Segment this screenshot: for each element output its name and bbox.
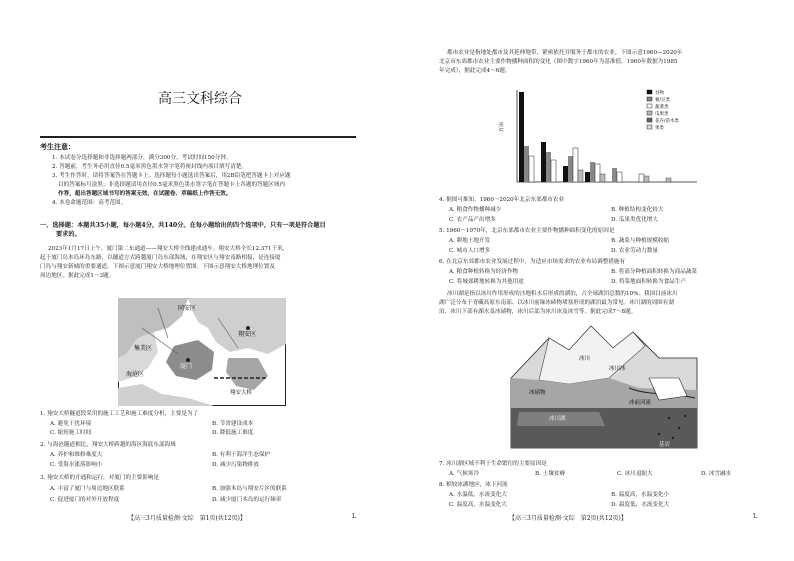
diagram-label-bedrock: 基岩 (659, 442, 671, 448)
section-heading: 一、选择题：本题共35小题，每小题4分，共140分。在每小题给出的四个选项中，只有一项是符合题目 (40, 222, 326, 229)
notice-line: 2. 答题前，考生务必用直径0.5毫米黑色墨水签字笔将密封线内项目填写清楚。 (52, 164, 248, 170)
map-label-haicang: 海沧区 (126, 371, 145, 378)
right-page (397, 0, 794, 561)
question-1: 1. 翔安大桥隧道段采用的施工工艺和施工难度分析，主要是为了 (40, 411, 199, 417)
question-3: 3. 翔安大桥的开通和运行，对厦门的主要影响是 (40, 475, 159, 481)
diagram-label-glacier: 冰川 (579, 356, 591, 362)
legend-label: 谷物 (655, 91, 664, 96)
notice-line: 目的答案标号涂黑；非选择题请用直径0.5毫米黑色墨水签字笔在答题卡上各题的答题区域内 (58, 182, 286, 188)
q1-option-b: B. 节省建设成本 (212, 421, 254, 427)
legend-label: 薯/豆类 (655, 98, 671, 103)
title-divider (40, 136, 356, 138)
q8-option-a: A. 水温低，水流变化大 (449, 492, 507, 498)
q8-option-c: C. 温度高，水温变化大 (449, 502, 507, 508)
q6-option-d: D. 将菜地面积转换为食品生产 (611, 279, 686, 285)
notice-line: 3. 考生作答时，请将答案答在答题卡上。选择题每小题选出答案后，用2B铅笔把答题卡上对应题 (52, 173, 291, 179)
q8-option-d: D. 温度低，水流变化大 (611, 502, 670, 508)
intro-line: 门岛与翔安新城的重要通道。下图示意厦门翔安大桥地理位置图。下图示意翔安大桥地理位置及 (40, 264, 275, 270)
q8-option-b: B. 温度高，水温变化小 (611, 492, 670, 498)
question-7: 7. 冰川湖区域不利于生命繁衍的主要原因是 (439, 461, 547, 467)
q7-option-c: C. 冰川退缩大 (617, 471, 653, 477)
q1-option-c: C. 缩短施工时间 (50, 430, 92, 436)
crop-area-chart (497, 86, 705, 190)
intro-line: 2023年1月17日上午，厦门第二东通道——翔安大桥全线建成通车。翔安大桥全长12.371千米， (48, 246, 289, 252)
question-6: 6. 在北京东郊都市农业发展过程中，为适应市场需求的农业布局调整措施有 (439, 259, 626, 265)
q1-option-a: A. 避免干扰环境 (50, 421, 92, 427)
legend-label: 花卉/苗木类 (655, 119, 680, 124)
q2-option-c: C. 受海水涨落影响小 (50, 462, 103, 468)
legend-label: 果类 (655, 126, 664, 131)
diagram-label-moraine: 冰碛物 (529, 390, 546, 396)
legend-label: 瓜果类 (655, 112, 669, 117)
map-label-xiangan: 翔安区 (238, 331, 257, 338)
diagram-label-ice: 冰川冰 (609, 366, 626, 372)
map-label-jimei: 集美区 (134, 345, 153, 352)
q4-option-b: B. 种植结构变化较大 (611, 207, 664, 213)
page-footer: 【高三3月质量检测·文综 第1页(共12页)】 (128, 515, 246, 522)
notice-line: 1. 本试卷分选择题和非选择题两部分，满分300分，考试时间150分钟。 (52, 155, 232, 161)
chart-ylabel: 万亩 (499, 121, 505, 132)
intro2-line: 湖广泛分布于青藏高原东南部、以冰川前缘冰碛物堵塞形成的湖泊最为常见。冰川湖的周围有湖 (439, 300, 674, 306)
footer-mark: L (753, 513, 757, 520)
q6-option-a: A. 粮食种植转换为经济作物 (449, 269, 519, 275)
q3-option-a: A. 丰富了厦门与周边地区联系 (50, 486, 125, 492)
intro2-line: 冰川湖是指以冰川作用形成的洼地积水后形成的湖泊，占全球湖泊总数的10%。我国目前冰川 (447, 291, 678, 297)
xiamen-map (118, 298, 286, 406)
notice-title: 考生注意： (40, 142, 75, 151)
q2-option-b: B. 有利于海洋生态保护 (212, 452, 271, 458)
diagram-label-lake: 冰川湖 (549, 416, 566, 422)
notice-line: 4. 本卷命题范围：高考范围。 (52, 200, 127, 206)
question-5: 5. 1960～1970年，北京东郊都市农业主要作物播种面积变化的原因是 (439, 228, 615, 234)
q7-option-a: A. 气候寒冷 (449, 471, 479, 477)
q3-option-d: D. 减少厦门本岛的运行频率 (212, 497, 282, 503)
glacier-lake-diagram (509, 318, 699, 454)
q1-option-d: D. 降低施工难度 (212, 430, 254, 436)
question-4: 4. 据图可推知，1960～2020年北京东郊都市农业 (439, 197, 565, 203)
intro-line: 起于厦门岛本岛环岛东路，以隧道方式跨越厦门岛东部海域，在翔安区与翔安南路相接，是连接厦 (40, 255, 281, 261)
q3-option-c: C. 促进厦门的对外开放程度 (50, 497, 120, 503)
intro2-line: 泊、冰川下部有湖水及冰碛物，冰川后部为冰川冰及冰雪等。据此完成7～8题。 (439, 309, 637, 315)
page-footer: 【高三3月质量检测·文综 第2页(共12页)】 (509, 515, 627, 522)
intro-line: 北京市东郊都市农业主要作物播种面积的变化（图中数字1960年为基准值，1960年数据为1985 (439, 59, 678, 65)
q5-option-c: C. 城市人口增多 (449, 248, 491, 254)
question-8: 8. 相较冰湖地区，冰下河流 (439, 482, 508, 488)
intro-line: 年完成），据此完成4～6题。 (439, 68, 511, 74)
diagram-label-river: 冰前河流 (629, 400, 652, 406)
section-heading-cont: 要求的。 (56, 231, 81, 238)
page-title: 高三文科综合 (158, 91, 242, 107)
map-label-xiamen: 厦门 (180, 363, 193, 370)
q7-option-b: B. 土壤贫瘠 (535, 471, 566, 477)
q6-option-c: C. 将城郊耕地转换为其他用途 (449, 279, 524, 285)
q5-option-d: D. 农业劳动力数量 (611, 248, 658, 254)
intro-line: 都市农业是指地处都市及其延伸地带，紧密依托并服务于都市的农业。下图示意1960—2020年 (447, 50, 683, 56)
question-2: 2. 与海沧隧道相比，翔安大桥跨越的海区海底东部海域 (40, 442, 176, 448)
q7-option-d: D. 冰雪融水 (701, 471, 732, 477)
q5-option-b: B. 蔬菜与种植规模收缩 (611, 238, 670, 244)
notice-line: 作答，超出答题区域书写的答案无效，在试题卷、草稿纸上作答无效。 (58, 191, 232, 197)
q6-option-b: B. 将部分种植面积转换为商品蔬菜 (611, 269, 697, 275)
q5-option-a: A. 耕地土地开发 (449, 238, 491, 244)
q4-option-a: A. 粮食作物播种减少 (449, 207, 502, 213)
intro-line: 周边地区。据此完成1～3题。 (40, 273, 115, 279)
q3-option-b: B. 加强本岛与翔安片区的联系 (212, 486, 287, 492)
map-label-bridge: 翔安大桥 (230, 390, 253, 396)
q2-option-d: D. 减少污染物排放 (212, 462, 259, 468)
q4-option-d: D. 瓜果类优化增大 (611, 217, 658, 223)
footer-mark: L (352, 513, 356, 520)
legend-label: 蔬菜类 (655, 105, 669, 110)
q4-option-c: C. 农产品产出增多 (449, 217, 496, 223)
map-label-tongan: 同安区 (178, 305, 197, 312)
q2-option-a: A. 养护和维修难度大 (50, 452, 103, 458)
